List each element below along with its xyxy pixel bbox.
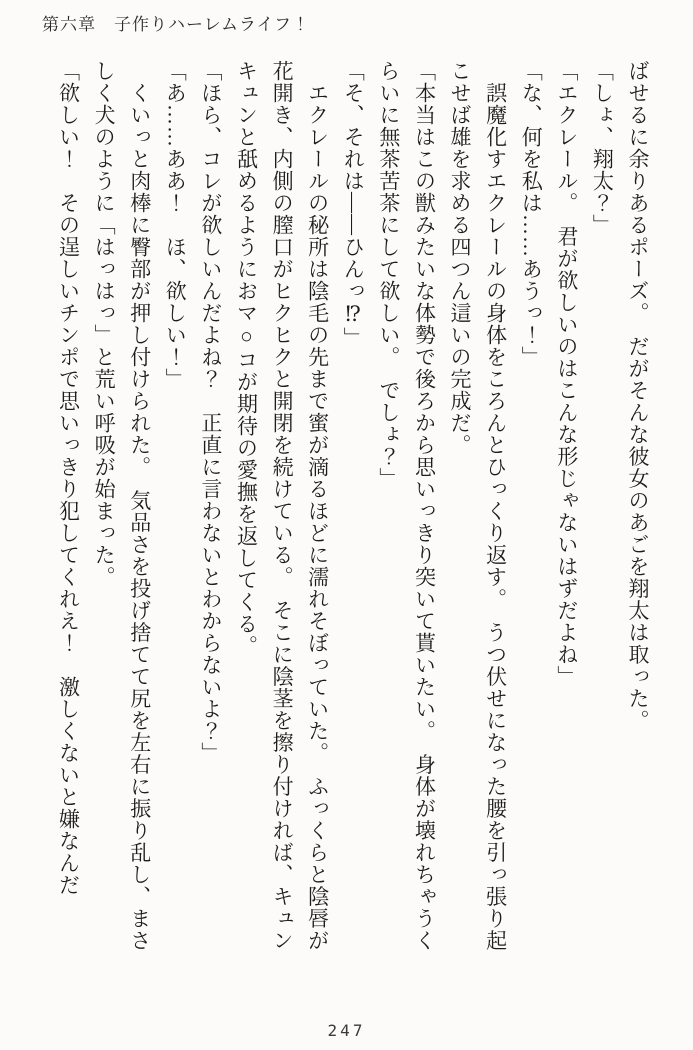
paragraph: 「しょ、翔太？」 bbox=[590, 60, 615, 236]
page-number: 247 bbox=[327, 1021, 366, 1040]
paragraph: 「本当はこの獣みたいな体勢で後ろから思いっきり突いて貰いたい。 身体が壊れちゃうくらいに無茶苦茶にして欲しい。 でしょ？」 bbox=[376, 60, 437, 952]
chapter-header: 第六章 子作りハーレムライフ！ bbox=[42, 15, 310, 34]
paragraph: 「欲しい！ その逞しいチンポで思いっきり犯してくれえ！ 激しくないと嫌なんだ bbox=[56, 60, 81, 896]
page-text bbox=[50, 60, 655, 962]
paragraph: 「な、何を私は……あうっ！」 bbox=[519, 60, 544, 368]
paragraph: 誤魔化すエクレールの身体をころんとひっくり返す。 うつ伏せになった腰を引っ張り起こせば雄を求める四つん這いの完成だ。 bbox=[448, 60, 508, 952]
paragraph: エクレールの秘所は陰毛の先まで蜜が滴るほどに濡れそぼっていた。 ふっくらと陰唇が花開き、内側の膣口がヒクヒクと開閉を続けている。 そこに陰茎を擦り付ければ、キュンキュンと舐めるようにおマ○コが期待の愛撫を返してくる。 bbox=[234, 60, 330, 952]
paragraph: 「エクレール。 君が欲しいのはこんな形じゃないはずだよね」 bbox=[554, 60, 579, 688]
paragraph: 「そ、それは――ひんっ⁉」 bbox=[341, 60, 366, 349]
paragraph: くいっと肉棒に臀部が押し付けられた。 気品さを投げ捨てて尻を左右に振り乱し、まさしく犬のように「はっはっ」と荒い呼吸が始まった。 bbox=[92, 60, 152, 952]
paragraph: 「あ……ああ！ ほ、欲しい！」 bbox=[163, 60, 188, 390]
paragraph: 「ほら、コレが欲しいんだよね？ 正直に言わないとわからないよ？」 bbox=[198, 60, 223, 764]
paragraph: ばせるに余りあるポーズ。 だがそんな彼女のあごを翔太は取った。 bbox=[626, 60, 650, 732]
